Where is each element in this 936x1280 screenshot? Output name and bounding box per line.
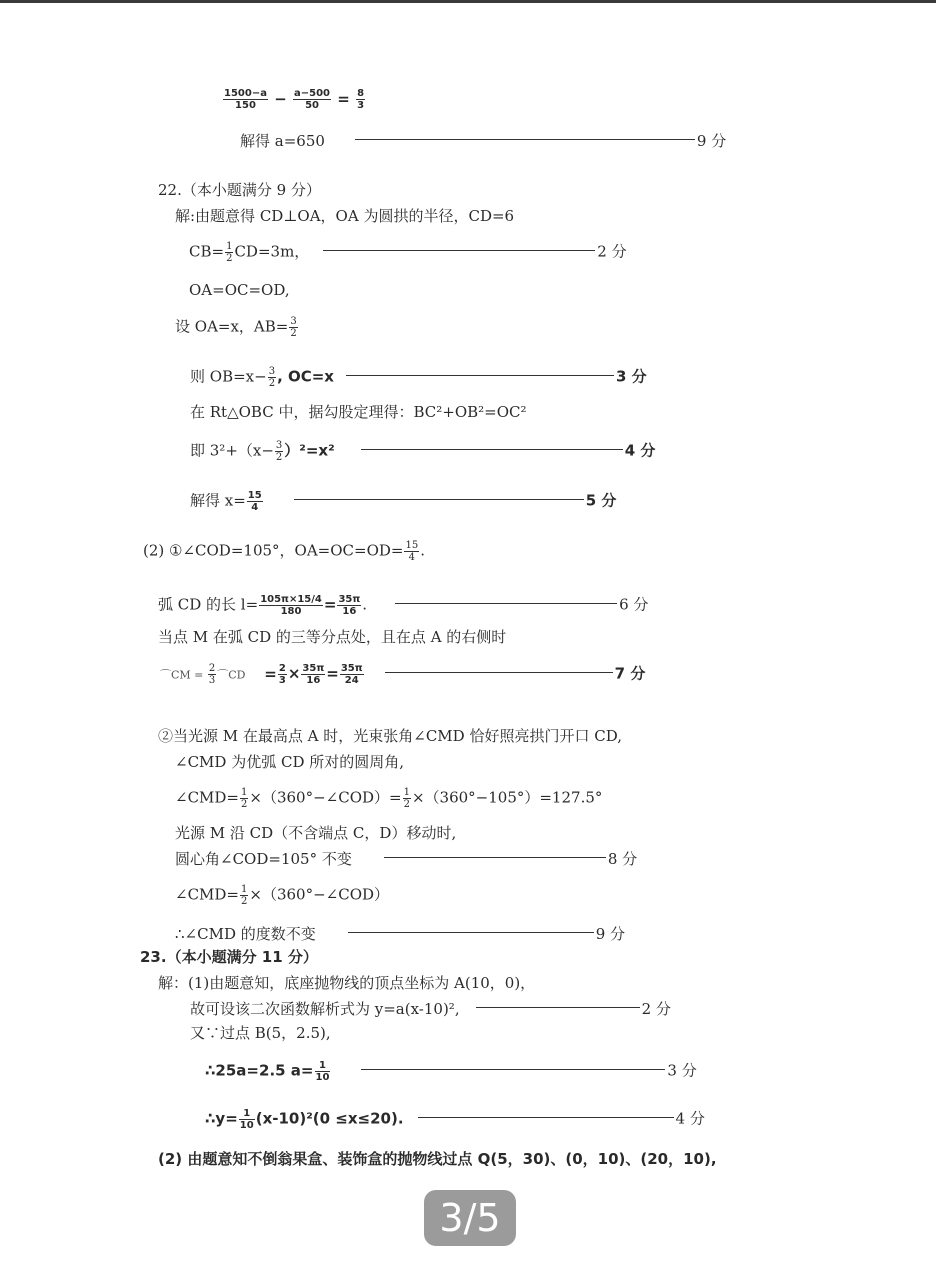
solution-line: 弧 CD 的长 l= $\frac{105\pi\times 15/4}{180}$ = $\frac{35\pi}{16}$ . 6 分	[158, 594, 649, 617]
equation-line: $\frac{1500-a}{150}$ − $\frac{a-500}{50}$ = $\frac{8}{3}$	[224, 88, 365, 111]
solution-line: ②当光源 M 在最高点 A 时，光束张角∠CMD 恰好照亮拱门开口 CD,	[158, 727, 622, 745]
solution-line: 解得 x= $\frac{15}{4}$ 5 分	[190, 490, 617, 513]
solution-line: 在 Rt△OBC 中，据勾股定理得：BC²+OB²=OC²	[190, 403, 527, 421]
solution-line: ∴y= $\frac{1}{10}$ (x-10)²(0 ≤x≤20). 4 分	[205, 1108, 705, 1131]
solution-line: 圆心角∠COD=105° 不变 8 分	[175, 850, 638, 868]
solution-line: 当点 M 在弧 CD 的三等分点处，且在点 A 的右侧时	[158, 628, 507, 646]
solution-line: 即 3²+（x− $\frac{3}{2}$ ）²=x² 4 分	[190, 440, 656, 463]
solution-line: ∠CMD= $\frac{1}{2}$ ×（360°−∠COD）= $\frac{1}{2}$ ×（360°−105°）=127.5°	[175, 787, 603, 810]
question-23-heading: 23.（本小题满分 11 分）	[140, 948, 318, 966]
top-edge-bar	[0, 0, 936, 3]
solution-line: ∠CMD 为优弧 CD 所对的圆周角,	[175, 753, 405, 771]
solution-line: ∴25a=2.5 a= $\frac{1}{10}$ 3 分	[205, 1060, 697, 1083]
solution-line: 光源 M 沿 CD（不含端点 C，D）移动时,	[175, 824, 457, 842]
solution-line: 则 OB=x− $\frac{3}{2}$ , OC=x 3 分	[190, 366, 647, 389]
solution-line: 故可设该二次函数解析式为 y=a(x-10)², 2 分	[190, 1000, 671, 1018]
solution-line: (2) 由题意知不倒翁果盒、装饰盒的抛物线过点 Q(5，30)、(0，10)、(20，10),	[158, 1150, 717, 1168]
solution-line: (2) ①∠COD=105°，OA=OC=OD= $\frac{15}{4}$ .	[143, 540, 425, 563]
solution-line: 解：(1)由题意知，底座抛物线的顶点坐标为 A(10，0)，	[158, 974, 536, 992]
solution-line: 又∵过点 B(5，2.5),	[190, 1024, 331, 1042]
solution-line: ⌒CM = $\frac{2}{3}$ ⌒CD = $\frac{2}{3}$ × $\frac{35\pi}{16}$ = $\frac{35\pi}{24}$ 7 分	[160, 663, 646, 686]
page-indicator-badge: 3/5	[424, 1190, 516, 1246]
solution-line: 设 OA=x，AB= $\frac{3}{2}$	[175, 316, 297, 339]
solution-line: ∴∠CMD 的度数不变 9 分	[175, 925, 626, 943]
solution-line: ∠CMD= $\frac{1}{2}$ ×（360°−∠COD）	[175, 884, 390, 907]
solution-line: 解得 a=650 9 分	[240, 132, 727, 150]
solution-line: OA=OC=OD,	[189, 281, 290, 299]
solution-line: CB= $\frac{1}{2}$ CD=3m， 2 分	[189, 241, 627, 264]
solution-line: 解:由题意得 CD⊥OA，OA 为圆拱的半径，CD=6	[175, 207, 515, 225]
question-22-heading: 22.（本小题满分 9 分）	[158, 181, 321, 199]
